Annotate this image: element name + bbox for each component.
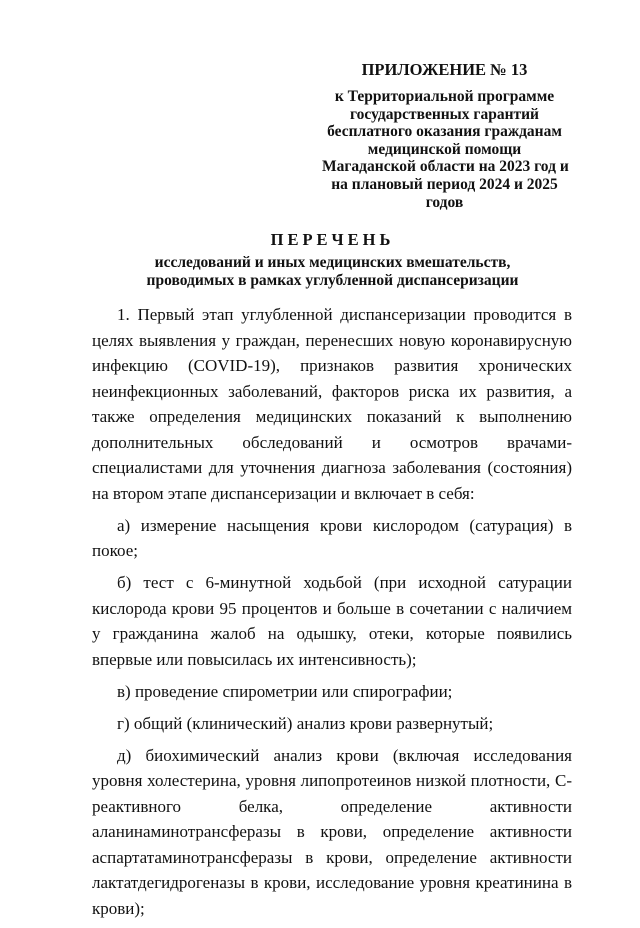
list-item-d: д) биохимический анализ крови (включая исследования уровня холестерина, уровня липопротеинов низкой плотности, С-реактивного белка, определение активности аланинаминотрансферазы в крови, определение активности аспартатаминотрансферазы в крови, определение активности лактатдегидрогеназы в крови, исследование уровня креатинина в крови); (92, 745, 572, 918)
appendix-line: на плановый период 2024 и 2025 (331, 175, 558, 193)
paragraph-intro: 1. Первый этап углубленной диспансеризации проводится в целях выявления у граждан, перенесших новую коронавирусную инфекцию (COVID-19), признаков развития хронических неинфекционных заболеваний, факторов риска их развития, а также определения медицинских показаний к выполнению дополнительных обследований и осмотров врачами-специалистами для уточнения диагноза заболевания (состояния) на втором этапе диспансеризации и включает в себя: (92, 305, 572, 503)
appendix-line: Магаданской области на 2023 год и (322, 158, 569, 176)
list-item-g: г) общий (клинический) анализ крови развернутый; (117, 713, 494, 733)
appendix-heading: ПРИЛОЖЕНИЕ № 13 (361, 60, 528, 79)
appendix-line: бесплатного оказания гражданам (327, 123, 562, 141)
document-title: ПЕРЕЧЕНЬ (270, 230, 395, 249)
appendix-line: к Территориальной программе (334, 88, 555, 105)
document-subtitle-line: проводимых в рамках углубленной диспансеризации (146, 272, 519, 289)
appendix-block (322, 60, 567, 211)
document-subtitle-line: исследований и иных медицинских вмешательств, (154, 254, 511, 271)
list-item-v: в) проведение спирометрии или спирографии; (117, 681, 453, 701)
document-body (92, 302, 572, 928)
title-block (60, 229, 605, 290)
appendix-line: медицинской помощи (367, 140, 522, 158)
appendix-line: годов (425, 193, 464, 211)
list-item-a: а) измерение насыщения крови кислородом (сатурация) в покое; (92, 515, 572, 560)
appendix-line: государственных гарантий (350, 105, 539, 123)
list-item-b: б) тест с 6-минутной ходьбой (при исходной сатурации кислорода крови 95 процентов и больше в сочетании с наличием у гражданина жалоб на одышку, отеки, которые появились впервые или повысилась их интенсивность); (92, 573, 572, 669)
